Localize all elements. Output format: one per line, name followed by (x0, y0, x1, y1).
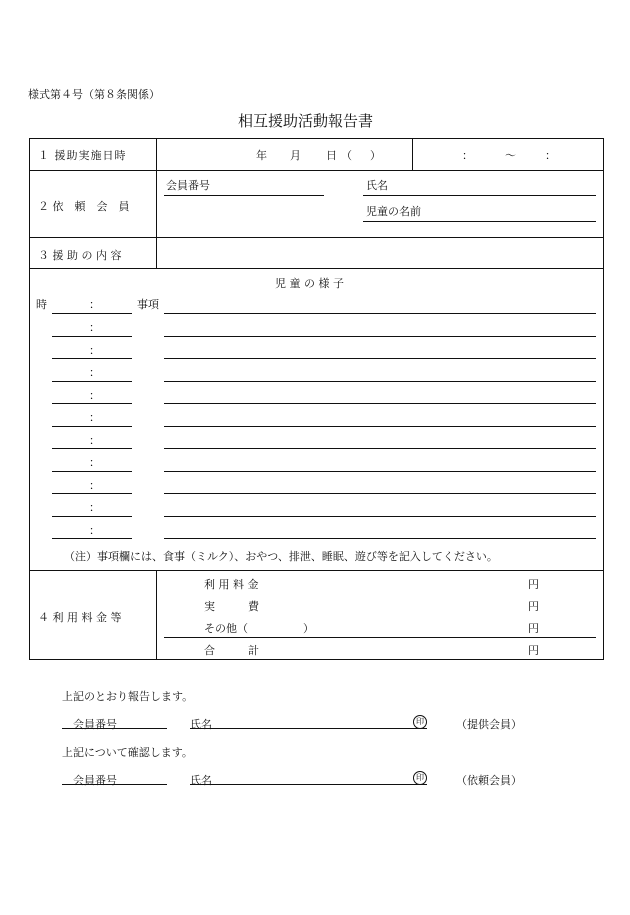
provider-member-number-line[interactable] (62, 728, 167, 729)
seal-icon: 印 (413, 771, 427, 785)
requester-member-number-label: 会員番号 (73, 774, 117, 787)
time-column-label: 時 (36, 298, 47, 311)
table-divider (29, 268, 604, 269)
day-label: 日 (326, 149, 337, 162)
month-label: 月 (290, 149, 301, 162)
requester-member-number-line[interactable] (62, 784, 167, 785)
weekday-open: （ (341, 149, 352, 162)
item-line[interactable] (164, 381, 596, 382)
requester-name-line[interactable] (190, 784, 427, 785)
weekday-close: ） (370, 149, 381, 162)
item-line[interactable] (164, 471, 596, 472)
year-label: 年 (256, 149, 267, 162)
provider-role-label: （提供会員） (456, 718, 522, 731)
time-colon: ： (89, 298, 100, 311)
provider-name-label: 氏名 (190, 718, 212, 731)
child-name-label: 児童の名前 (366, 205, 421, 218)
report-statement: 上記のとおり報告します。 (62, 690, 194, 703)
time-line[interactable] (52, 403, 132, 404)
label-column-divider (156, 138, 157, 268)
item-line[interactable] (164, 358, 596, 359)
name-line[interactable] (363, 195, 596, 196)
section-title: 児 童 の 様 子 (275, 277, 344, 290)
row-label: １ 援助実施日時 (38, 149, 127, 162)
provider-name-line[interactable] (190, 728, 427, 729)
time-line[interactable] (52, 493, 132, 494)
row-label: ２ 依 頼 会 員 (38, 200, 130, 213)
item-line[interactable] (164, 538, 596, 539)
note-text: （注）事項欄には、食事（ミルク）、おやつ、排泄、睡眠、遊び等を記入してください。 (64, 550, 498, 563)
yen-unit: 円 (528, 600, 539, 613)
total-label: 合 計 (204, 644, 259, 657)
item-line[interactable] (164, 493, 596, 494)
time-colon: ： (89, 434, 100, 447)
table-border-left (29, 138, 30, 659)
usage-fee-label: 利 用 料 金 (204, 578, 259, 591)
time-colon: ： (89, 501, 100, 514)
time-line[interactable] (52, 538, 132, 539)
member-number-line[interactable] (164, 195, 324, 196)
time-colon: ： (89, 344, 100, 357)
provider-member-number-label: 会員番号 (73, 718, 117, 731)
time-colon: ： (89, 524, 100, 537)
time-colon: ： (89, 389, 100, 402)
table-border-bottom (29, 659, 604, 660)
item-line[interactable] (164, 448, 596, 449)
time-colon: ： (89, 321, 100, 334)
yen-unit: 円 (528, 578, 539, 591)
time-colon: ： (89, 411, 100, 424)
seal-icon: 印 (413, 715, 427, 729)
form-number: 様式第４号（第８条関係） (28, 88, 160, 101)
time-line[interactable] (52, 336, 132, 337)
time-line[interactable] (52, 381, 132, 382)
time-line[interactable] (52, 448, 132, 449)
table-divider (29, 237, 604, 238)
item-line[interactable] (164, 313, 596, 314)
requester-name-label: 氏名 (190, 774, 212, 787)
yen-unit: 円 (528, 622, 539, 635)
yen-unit: 円 (528, 644, 539, 657)
requester-role-label: （依頼会員） (456, 774, 522, 787)
page-title: 相互援助活動報告書 (238, 112, 374, 130)
time-colon: ： (89, 479, 100, 492)
item-line[interactable] (164, 336, 596, 337)
time-colon: ： (89, 456, 100, 469)
table-border-top (29, 138, 604, 139)
name-label: 氏名 (366, 179, 388, 192)
confirm-statement: 上記について確認します。 (62, 746, 193, 759)
actual-cost-label: 実 費 (204, 600, 259, 613)
member-number-label: 会員番号 (166, 179, 210, 192)
item-line[interactable] (164, 403, 596, 404)
start-time-colon: ： (462, 149, 473, 162)
time-line[interactable] (52, 313, 132, 314)
other-label: その他（ ） (204, 622, 314, 635)
items-column-label: 事項 (137, 298, 159, 311)
time-line[interactable] (52, 358, 132, 359)
table-divider (29, 170, 604, 171)
time-line[interactable] (52, 471, 132, 472)
time-column-divider (412, 138, 413, 170)
item-line[interactable] (164, 516, 596, 517)
row-label: ４ 利 用 料 金 等 (38, 611, 122, 624)
time-line[interactable] (52, 516, 132, 517)
item-line[interactable] (164, 426, 596, 427)
child-name-line[interactable] (363, 221, 596, 222)
time-range-tilde: ～ (505, 149, 516, 162)
label-column-divider (156, 570, 157, 659)
time-line[interactable] (52, 426, 132, 427)
table-divider (29, 570, 604, 571)
row-label: ３ 援 助 の 内 容 (38, 249, 122, 262)
end-time-colon: ： (545, 149, 556, 162)
table-border-right (603, 138, 604, 659)
time-colon: ： (89, 366, 100, 379)
subtotal-line (164, 637, 596, 638)
